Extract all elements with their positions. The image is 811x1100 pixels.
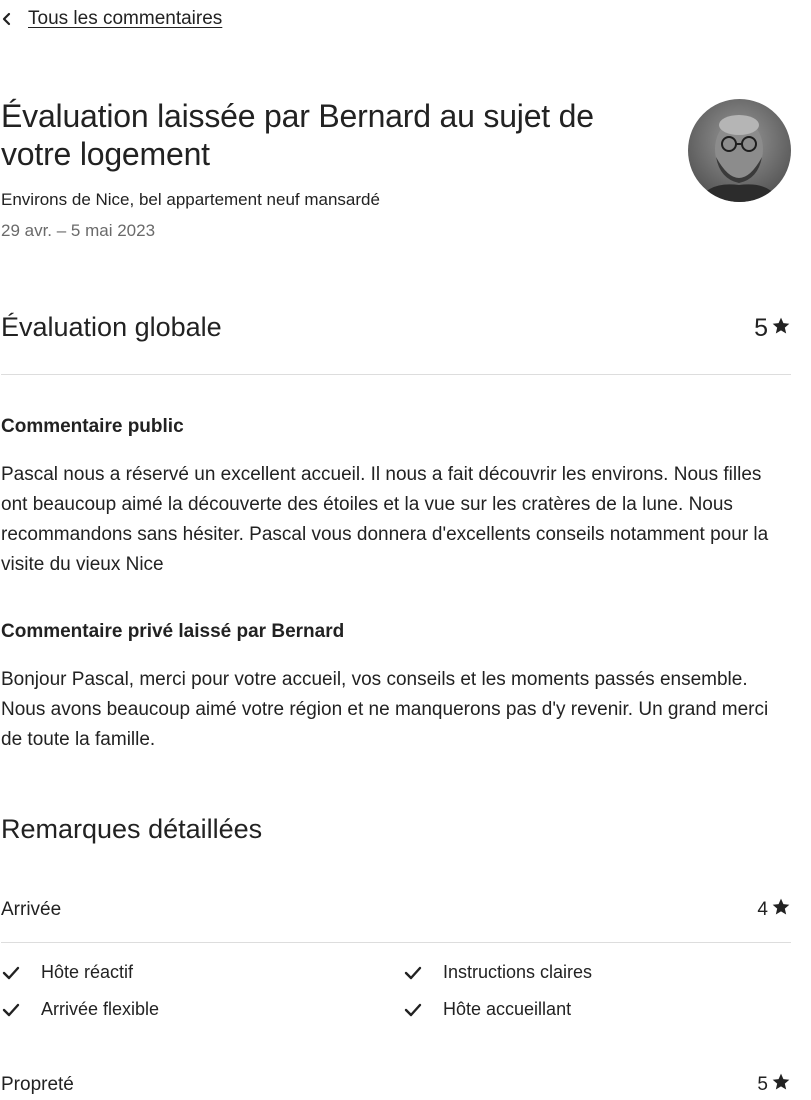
check-icon: [1, 963, 41, 983]
divider: [1, 942, 791, 943]
remark-tag-label: Arrivée flexible: [41, 999, 160, 1019]
private-comment-heading: Commentaire privé laissé par Bernard: [1, 621, 345, 642]
avatar-photo: [688, 99, 791, 202]
back-link[interactable]: [0, 6, 222, 32]
back-link-label[interactable]: Tous les commentaires: [28, 8, 223, 29]
category-rating-checkin: [757, 897, 791, 923]
category-rating-value: 4: [757, 899, 768, 920]
remark-tag-label: Instructions claires: [443, 962, 593, 982]
remark-tag-label: Hôte accueillant: [443, 999, 572, 1019]
check-icon: [1, 1000, 41, 1020]
overall-rating: [754, 314, 791, 343]
overall-rating-title: Évaluation globale: [1, 312, 222, 342]
star-icon: [771, 314, 791, 343]
public-comment-text: Pascal nous a réservé un excellent accueil. Il nous a fait découvrir les environs. Nous filles ont beaucoup aimé la découverte des étoiles et la vue sur les cratères de la lune. Nous recommandons sans hésiter. Pascal vous donnera d'excellents conseils notamment pour la visite du vieux Nice: [1, 464, 769, 575]
check-icon: [403, 963, 443, 983]
category-rating-value: 5: [757, 1074, 768, 1095]
category-rating-cleanliness: [757, 1072, 791, 1098]
divider: [1, 374, 791, 375]
category-label-cleanliness: Propreté: [1, 1074, 74, 1095]
public-comment-heading: Commentaire public: [1, 416, 184, 437]
private-comment-text: Bonjour Pascal, merci pour votre accueil, vos conseils et les moments passés ensemble. Nous avons beaucoup aimé votre région et ne manquerons pas d'y revenir. Un grand merci de toute la famille.: [1, 669, 769, 750]
remark-tag: [1, 962, 133, 983]
check-icon: [403, 1000, 443, 1020]
page-title: Évaluation laissée par Bernard au sujet de votre logement: [1, 98, 594, 172]
chevron-left-icon: [0, 6, 28, 32]
star-icon: [771, 1072, 791, 1098]
overall-rating-value: 5: [754, 314, 768, 342]
remark-tag: [403, 999, 571, 1020]
remark-tag: [403, 962, 592, 983]
category-label-checkin: Arrivée: [1, 899, 62, 920]
detailed-remarks-title: Remarques détaillées: [1, 814, 263, 844]
star-icon: [771, 897, 791, 923]
remark-tag-label: Hôte réactif: [41, 962, 134, 982]
remark-tag: [1, 999, 159, 1020]
avatar: [688, 99, 791, 202]
listing-name: Environs de Nice, bel appartement neuf mansardé: [1, 190, 380, 209]
stay-dates: 29 avr. – 5 mai 2023: [1, 221, 156, 240]
